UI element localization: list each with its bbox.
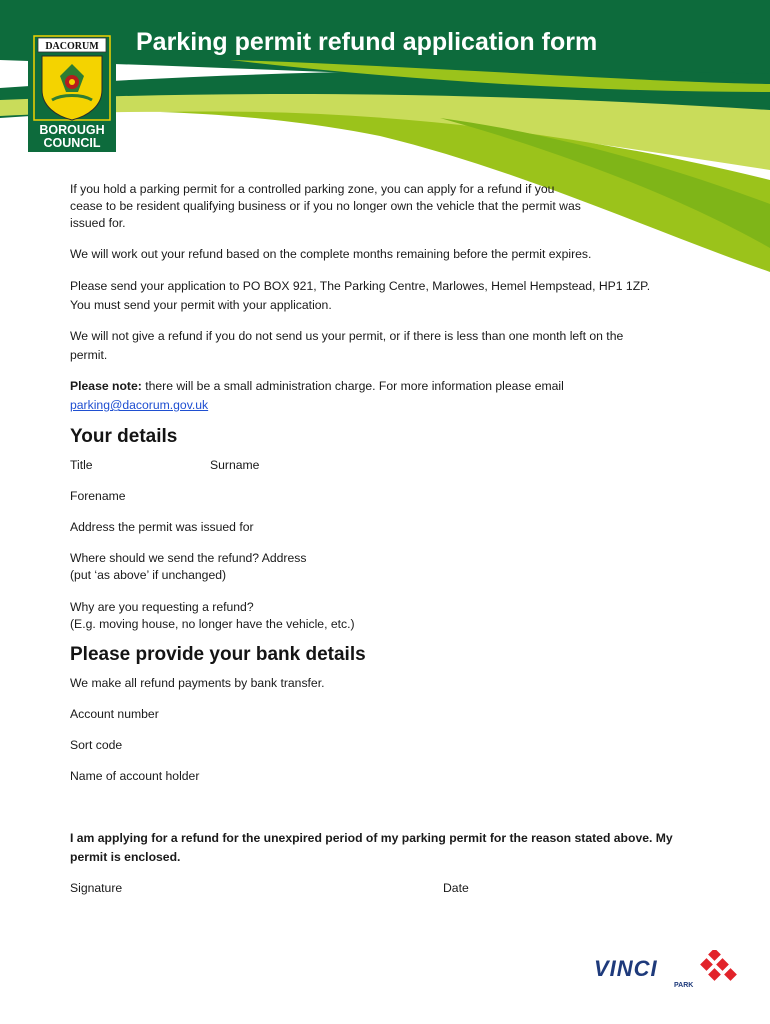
account-number-label: Account number — [70, 707, 159, 721]
vinci-park-logo — [594, 950, 740, 990]
intro-paragraph-conditions — [70, 327, 623, 365]
title-label: Title — [70, 458, 93, 472]
declaration-line: I am applying for a refund for the unexpired period of my parking permit for the reason stated above. My — [70, 831, 673, 845]
signature-label: Signature — [70, 881, 123, 895]
address-label: Address the permit was issued for — [70, 520, 254, 534]
note-paragraph — [70, 377, 564, 415]
reason-hint: (E.g. moving house, no longer have the vehicle, etc.) — [70, 617, 355, 631]
intro-line: Please send your application to PO BOX 921, The Parking Centre, Marlowes, Hemel Hempstead, HP1 1ZP. — [70, 279, 651, 293]
intro-line: If you hold a parking permit for a controlled parking zone, you can apply for a refund if you — [70, 182, 555, 196]
sort-code-label: Sort code — [70, 738, 123, 752]
page-title: Parking permit refund application form — [136, 28, 598, 56]
refund-address-label: Where should we send the refund? Address — [70, 551, 307, 565]
intro-line: You must send your permit with your application. — [70, 298, 332, 312]
svg-text:VINCI: VINCI — [594, 956, 658, 981]
note-line — [70, 377, 564, 396]
refund-address-hint: (put ‘as above’ if unchanged) — [70, 568, 227, 582]
bank-intro: We make all refund payments by bank transfer. — [70, 676, 325, 690]
intro-paragraph-calculation: We will work out your refund based on the complete months remaining before the permit expires. — [70, 247, 592, 261]
intro-line: We will not give a refund if you do not send us your permit, or if there is less than one month left on the — [70, 329, 624, 343]
date-label: Date — [443, 881, 469, 895]
intro-paragraph-eligibility — [70, 181, 581, 232]
svg-text:DACORUM: DACORUM — [45, 41, 99, 52]
svg-text:COUNCIL: COUNCIL — [43, 136, 101, 150]
declaration — [70, 829, 673, 867]
account-holder-label: Name of account holder — [70, 769, 200, 783]
reason-label: Why are you requesting a refund? — [70, 600, 254, 614]
forename-label: Forename — [70, 489, 126, 503]
intro-line: permit. — [70, 348, 108, 362]
svg-text:PARK: PARK — [674, 982, 694, 989]
bank-details-heading: Please provide your bank details — [70, 644, 366, 665]
note-text: there will be a small administration charge. For more information please email — [141, 379, 564, 393]
intro-paragraph-address — [70, 277, 650, 315]
note-label: Please note: — [70, 379, 142, 393]
intro-line: cease to be resident qualifying business or if you no longer own the vehicle that the permit was — [70, 199, 581, 213]
svg-text:BOROUGH: BOROUGH — [39, 123, 105, 137]
declaration-line: permit is enclosed. — [70, 850, 181, 864]
intro-line: issued for. — [70, 216, 126, 230]
email-link[interactable]: parking@dacorum.gov.uk — [70, 398, 209, 412]
surname-label: Surname — [210, 458, 260, 472]
dacorum-borough-council-logo — [28, 30, 116, 152]
your-details-heading: Your details — [70, 426, 178, 447]
